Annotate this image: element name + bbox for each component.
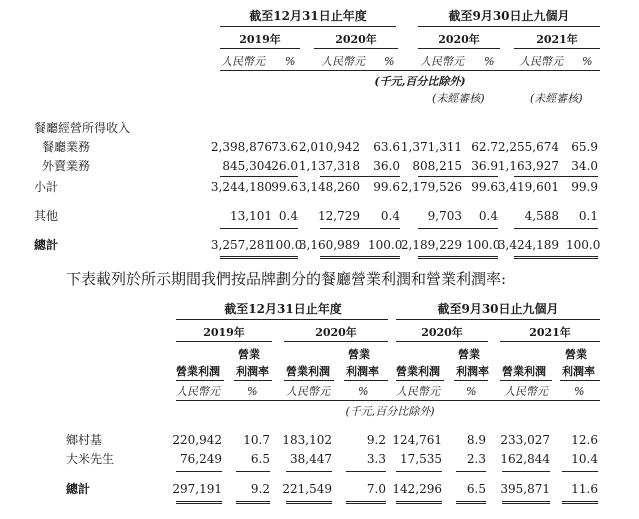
t2-year-3: 2020年: [421, 326, 463, 339]
t2-double-rule: [236, 501, 270, 502]
t1-year-rule: [314, 48, 398, 49]
t1-double-rule: [418, 256, 498, 257]
cell: 99.6: [471, 180, 498, 194]
cell: 183,102: [282, 433, 332, 447]
cell: 221,549: [282, 482, 332, 496]
t2-header-rule: [500, 380, 552, 381]
cell: 13,101: [230, 209, 272, 223]
t2-header-rule: [344, 380, 388, 381]
t1-unaudited-1: (未經審核): [432, 92, 485, 105]
t2-margin-top: 營業: [458, 348, 480, 361]
t1-rule: [418, 228, 498, 229]
cell: 63.6: [373, 140, 400, 154]
t2-double-rule: [286, 501, 332, 502]
t1-period-rule-1: [220, 26, 396, 27]
t2-rule: [562, 471, 598, 472]
cell: 7.0: [366, 482, 386, 496]
cell: 76,249: [180, 452, 222, 466]
t2-profit-label: 營業利潤: [502, 365, 546, 378]
t2-profit-label: 營業利潤: [396, 365, 440, 378]
cell: 3,160,989: [298, 238, 360, 252]
t2-header-rule: [176, 380, 224, 381]
cell: 10.7: [243, 433, 270, 447]
row-label: 總計: [34, 238, 59, 252]
cell: 0.4: [278, 209, 298, 223]
t1-year-rule: [418, 48, 500, 49]
cell: 73.6: [271, 140, 298, 154]
t2-margin-top: 營業: [348, 348, 370, 361]
t1-section-label: 餐廳經營所得收入: [34, 121, 131, 135]
t2-double-rule: [502, 503, 550, 504]
cell: 2,010,942: [298, 140, 360, 154]
cell: 9,703: [427, 209, 462, 223]
t1-rule: [220, 176, 298, 177]
cell: 3,148,260: [298, 180, 360, 194]
t2-unit-rule: [176, 400, 600, 401]
t1-year-rule: [514, 48, 600, 49]
t1-unit-rule: [220, 70, 600, 71]
t2-period-full-year: 截至12月31日止年度: [224, 302, 342, 316]
cell: 220,942: [172, 433, 222, 447]
t2-header-rule: [396, 380, 444, 381]
cell: 0.4: [478, 209, 498, 223]
t2-unit-pct: %: [247, 385, 258, 398]
cell: 808,215: [412, 159, 462, 173]
intro-sentence: 下表載列於所示期間我們按品牌劃分的餐廳營業利潤和營業利潤率:: [66, 270, 507, 288]
t2-unit-pct: %: [574, 385, 585, 398]
t2-year-rule: [176, 341, 272, 342]
cell: 99.6: [271, 180, 298, 194]
t1-rule: [514, 228, 598, 229]
t1-unit-pct: %: [582, 55, 593, 68]
t2-unit-note: (千元,百分比除外): [345, 405, 435, 418]
t1-year-4: 2021年: [536, 33, 578, 46]
row-label: 大米先生: [66, 452, 115, 466]
t1-double-rule: [220, 258, 298, 259]
cell: 4,588: [524, 209, 559, 223]
t1-unit-rmb: 人民幣元: [221, 55, 265, 68]
cell: 395,871: [500, 482, 550, 496]
t1-rule: [320, 176, 400, 177]
t1-year-2: 2020年: [335, 33, 377, 46]
cell: 9.2: [250, 482, 270, 496]
t2-double-rule: [346, 501, 386, 502]
t1-double-rule: [320, 258, 400, 259]
t1-period-full-year: 截至12月31日止年度: [249, 9, 367, 23]
cell: 1,371,311: [400, 140, 462, 154]
t2-double-rule: [502, 501, 550, 502]
cell: 12.6: [571, 433, 598, 447]
t2-year-4: 2021年: [529, 326, 571, 339]
t2-unit-rmb: 人民幣元: [286, 385, 330, 398]
cell: 34.0: [571, 159, 598, 173]
cell: 62.7: [471, 140, 498, 154]
t2-margin-bottom: 利潤率: [562, 365, 595, 378]
cell: 0.1: [578, 209, 598, 223]
cell: 99.6: [373, 180, 400, 194]
cell: 2,398,876: [210, 140, 272, 154]
cell: 142,296: [392, 482, 442, 496]
cell: 65.9: [571, 140, 598, 154]
t2-margin-bottom: 利潤率: [346, 365, 379, 378]
t2-double-rule: [286, 503, 332, 504]
cell: 233,027: [500, 433, 550, 447]
cell: 36.0: [373, 159, 400, 173]
cell: 9.2: [366, 433, 386, 447]
cell: 162,844: [500, 452, 550, 466]
cell: 124,761: [392, 433, 442, 447]
cell: 38,447: [290, 452, 332, 466]
cell: 1,163,927: [497, 159, 559, 173]
t2-rule: [456, 471, 486, 472]
cell: 100.0: [268, 238, 303, 252]
t2-header-rule: [454, 380, 488, 381]
cell: 6.5: [466, 482, 486, 496]
t2-year-rule: [396, 341, 488, 342]
t2-rule: [236, 471, 270, 472]
t2-double-rule: [236, 503, 270, 504]
t2-period-rule-2: [396, 319, 600, 320]
t1-unit-rmb: 人民幣元: [420, 55, 464, 68]
t2-rule: [502, 471, 550, 472]
t2-margin-bottom: 利潤率: [456, 365, 489, 378]
cell: 2,179,526: [400, 180, 462, 194]
cell: 3.3: [366, 452, 386, 466]
cell: 2.3: [466, 452, 486, 466]
cell: 10.4: [571, 452, 598, 466]
cell: 3,419,601: [497, 180, 559, 194]
t2-double-rule: [562, 501, 598, 502]
t2-double-rule: [456, 503, 486, 504]
t2-unit-pct: %: [466, 385, 477, 398]
t1-unit-rmb: 人民幣元: [519, 55, 563, 68]
row-label: 外賣業務: [42, 159, 91, 173]
t2-rule: [286, 471, 332, 472]
t1-rule: [320, 228, 400, 229]
cell: 99.9: [571, 180, 598, 194]
cell: 6.5: [250, 452, 270, 466]
t1-double-rule: [320, 256, 400, 257]
t2-double-rule: [456, 501, 486, 502]
t2-year-1: 2019年: [203, 326, 245, 339]
t2-rule: [346, 471, 386, 472]
t2-double-rule: [562, 503, 598, 504]
t1-rule: [418, 176, 498, 177]
cell: 3,424,189: [497, 238, 559, 252]
t1-unaudited-2: (未經審核): [530, 92, 583, 105]
cell: 3,257,281: [210, 238, 272, 252]
t1-rule: [220, 228, 298, 229]
row-label: 其他: [34, 209, 59, 223]
t2-unit-rmb: 人民幣元: [504, 385, 548, 398]
cell: 100.0: [466, 238, 501, 252]
t1-unit-pct: %: [285, 55, 296, 68]
t2-double-rule: [176, 501, 222, 502]
row-label: 餐廳業務: [42, 140, 91, 154]
cell: 100.0: [368, 238, 403, 252]
row-label: 鄉村基: [66, 433, 103, 447]
t2-year-rule: [284, 341, 388, 342]
t1-year-rule: [220, 48, 300, 49]
t2-period-nine-months: 截至9月30日止九個月: [437, 302, 559, 316]
t2-double-rule: [346, 503, 386, 504]
cell: 11.6: [571, 482, 598, 496]
cell: 0.4: [380, 209, 400, 223]
t2-margin-top: 營業: [238, 348, 260, 361]
t2-rule: [396, 471, 442, 472]
cell: 1,137,318: [298, 159, 360, 173]
cell: 2,255,674: [497, 140, 559, 154]
t2-rule: [176, 471, 222, 472]
row-label: 小計: [34, 180, 59, 194]
t1-year-3: 2020年: [438, 33, 480, 46]
t2-double-rule: [176, 503, 222, 504]
t1-period-rule-2: [418, 26, 600, 27]
t2-header-rule: [560, 380, 600, 381]
t2-year-2: 2020年: [315, 326, 357, 339]
t1-unit-pct: %: [484, 55, 495, 68]
t2-profit-label: 營業利潤: [286, 365, 330, 378]
t2-margin-top: 營業: [565, 348, 587, 361]
t2-year-rule: [500, 341, 600, 342]
t1-year-1: 2019年: [239, 33, 281, 46]
t1-rule: [514, 176, 598, 177]
t1-double-rule: [418, 258, 498, 259]
t2-period-rule-1: [176, 319, 388, 320]
row-label: 總計: [66, 482, 91, 496]
cell: 17,535: [400, 452, 442, 466]
t2-double-rule: [396, 501, 442, 502]
cell: 845,304: [222, 159, 272, 173]
t2-unit-rmb: 人民幣元: [396, 385, 440, 398]
t1-unit-rmb: 人民幣元: [321, 55, 365, 68]
t1-period-nine-months: 截至9月30日止九個月: [448, 9, 570, 23]
cell: 8.9: [466, 433, 486, 447]
t1-unit-pct: %: [384, 55, 395, 68]
cell: 100.0: [566, 238, 601, 252]
t2-margin-bottom: 利潤率: [236, 365, 269, 378]
t2-profit-label: 營業利潤: [176, 365, 220, 378]
cell: 2,189,229: [400, 238, 462, 252]
t1-double-rule: [514, 258, 598, 259]
t2-header-rule: [234, 380, 272, 381]
t2-double-rule: [396, 503, 442, 504]
t1-double-rule: [220, 256, 298, 257]
cell: 3,244,180: [210, 180, 272, 194]
t1-unit-note: (千元,百分比除外): [374, 75, 466, 88]
t2-header-rule: [284, 380, 334, 381]
cell: 36.9: [471, 159, 498, 173]
cell: 12,729: [318, 209, 360, 223]
t1-double-rule: [514, 256, 598, 257]
t2-unit-pct: %: [358, 385, 369, 398]
cell: 297,191: [172, 482, 222, 496]
t2-unit-rmb: 人民幣元: [176, 385, 220, 398]
cell: 26.0: [271, 159, 298, 173]
